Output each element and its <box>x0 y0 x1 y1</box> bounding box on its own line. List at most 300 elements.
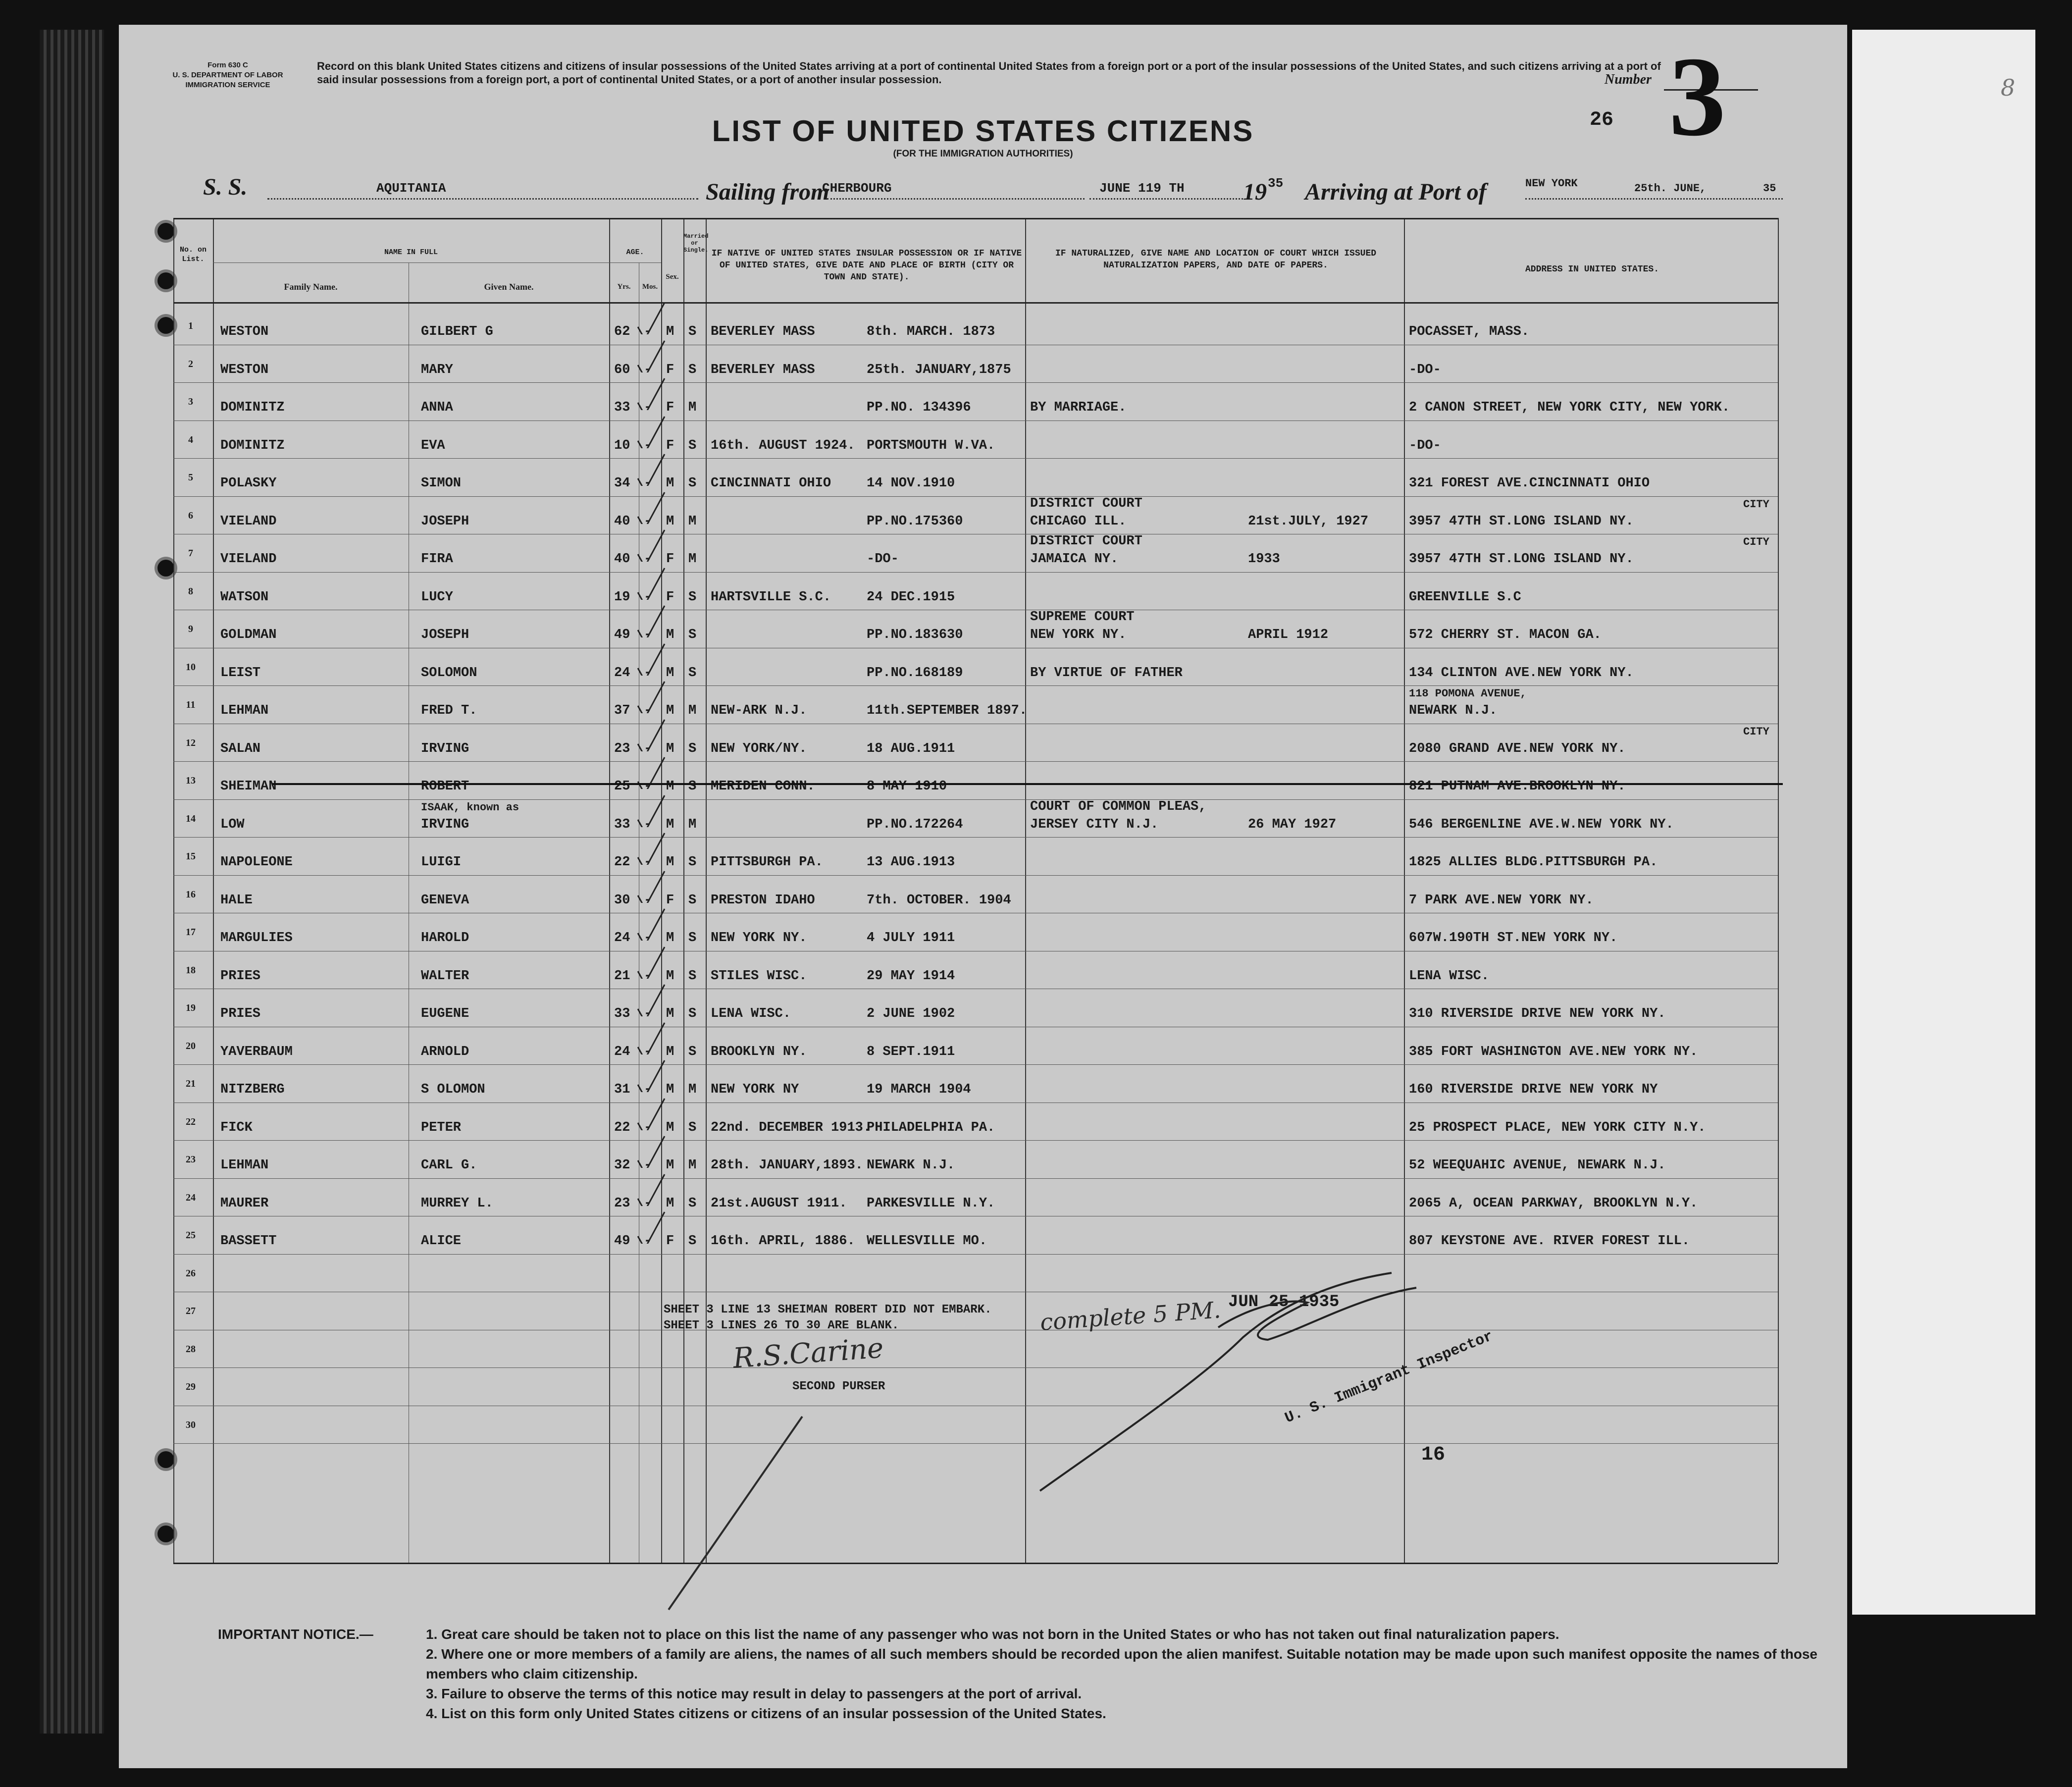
table-row <box>173 1370 1778 1408</box>
family-name: YAVERBAUM <box>220 1044 293 1059</box>
check-mark-icon <box>634 527 669 562</box>
pencil-stroke <box>639 1412 837 1620</box>
age-months: - <box>644 628 652 642</box>
age-months: - <box>644 779 652 794</box>
sex: M <box>666 931 674 946</box>
age-months: - <box>644 968 652 984</box>
birth-field-a: STILES WISC. <box>711 968 807 984</box>
table-row <box>173 610 1778 650</box>
age-years: 33 <box>614 400 630 415</box>
age-months: - <box>644 1158 652 1173</box>
age-years: 60 <box>614 362 630 377</box>
marital-status: S <box>688 931 697 946</box>
age-months: - <box>644 362 652 377</box>
birth-field-a: BEVERLEY MASS <box>711 362 815 377</box>
naturalization-field: BY VIRTUE OF FATHER <box>1030 665 1183 681</box>
notice-label: IMPORTANT NOTICE.— <box>218 1627 373 1642</box>
table-row <box>173 840 1778 878</box>
birth-field-b: -DO- <box>867 552 899 567</box>
complete-note: complete 5 PM. <box>1039 1296 1222 1336</box>
punch-hole <box>157 317 174 334</box>
birth-field-a: BEVERLEY MASS <box>711 324 815 339</box>
table-row <box>173 1143 1778 1181</box>
age-years: 31 <box>614 1082 630 1097</box>
table-row <box>173 496 1778 537</box>
sex: F <box>666 893 674 908</box>
sex: F <box>666 1234 674 1249</box>
birth-field-a: 16th. APRIL, 1886. <box>711 1234 855 1249</box>
row-number: 9 <box>188 624 193 634</box>
row-number: 20 <box>186 1040 196 1051</box>
row-number: 15 <box>186 851 196 862</box>
received-stamp: JUN 25 1935 <box>1228 1293 1340 1312</box>
sex: M <box>666 1082 674 1097</box>
birth-field-b: 11th.SEPTEMBER 1897. <box>867 703 1028 718</box>
address: 52 WEEQUAHIC AVENUE, NEWARK N.J. <box>1409 1158 1666 1173</box>
marital-status: S <box>688 779 697 794</box>
marital-status: S <box>688 893 697 908</box>
col-header-birth: IF NATIVE OF UNITED STATES INSULAR POSSESSION OR IF NATIVE OF UNITED STATES, GIVE DATE AND PLACE OF BIRTH (CITY OR TOWN AND STATE). <box>711 249 1022 282</box>
given-name: IRVING <box>421 741 469 756</box>
birth-field-b: PHILADELPHIA PA. <box>867 1120 995 1135</box>
age-years: 62 <box>614 324 630 339</box>
address-note: 118 POMONA AVENUE, <box>1409 687 1527 700</box>
table-row <box>173 1409 1778 1446</box>
address-note: ISAAK, known as <box>421 801 519 814</box>
family-name: GOLDMAN <box>220 628 277 642</box>
family-name: PRIES <box>220 1006 261 1021</box>
sex: M <box>666 324 674 339</box>
family-name: WESTON <box>220 362 269 377</box>
birth-field-a: 22nd. DECEMBER 1913. <box>711 1120 872 1135</box>
notice-item: 3. Failure to observe the terms of this notice may result in delay to passengers at the port of arrival. <box>426 1686 1082 1701</box>
marital-status: S <box>688 741 697 756</box>
birth-field-a: 28th. JANUARY,1893. <box>711 1158 863 1173</box>
row-number: 1 <box>188 320 193 331</box>
marital-status: S <box>688 362 697 377</box>
age-years: 37 <box>614 703 630 718</box>
given-name: JOSEPH <box>421 628 469 642</box>
address: LENA WISC. <box>1409 968 1490 984</box>
purser-signature: R.S.Carine <box>732 1332 885 1375</box>
age-months: - <box>644 703 652 718</box>
given-name: HAROLD <box>421 931 469 946</box>
age-years: 23 <box>614 741 630 756</box>
number-label: Number <box>1605 72 1652 87</box>
note-blank-lines: SHEET 3 LINES 26 TO 30 ARE BLANK. <box>664 1319 899 1332</box>
family-name: WATSON <box>220 589 269 605</box>
port-to: NEW YORK <box>1525 177 1578 190</box>
age-months: - <box>644 324 652 339</box>
birth-field-b: 19 MARCH 1904 <box>867 1082 971 1097</box>
address: NEWARK N.J. <box>1409 703 1498 718</box>
check-mark-icon <box>634 1020 669 1054</box>
check-mark-icon <box>634 1171 669 1206</box>
address: 1825 ALLIES BLDG.PITTSBURGH PA. <box>1409 855 1658 870</box>
age-years: 33 <box>614 817 630 832</box>
marital-status: M <box>688 1158 697 1173</box>
given-name: ROBERT <box>421 779 469 794</box>
table-row <box>173 1030 1778 1067</box>
age-years: 40 <box>614 514 630 529</box>
row-number: 3 <box>188 396 193 407</box>
family-name: HALE <box>220 893 253 908</box>
family-name: VIELAND <box>220 514 277 529</box>
age-years: 24 <box>614 1044 630 1059</box>
marital-status: S <box>688 1120 697 1135</box>
date-rule <box>1089 198 1243 200</box>
birth-field-b: 7th. OCTOBER. 1904 <box>867 893 1011 908</box>
address-note: CITY <box>1743 498 1769 511</box>
marital-status: M <box>688 1082 697 1097</box>
service: IMMIGRATION SERVICE <box>185 81 270 89</box>
age-months: - <box>644 817 652 832</box>
inspector-title: U. S. Immigrant Inspector <box>1283 1328 1496 1427</box>
check-mark-icon <box>634 830 669 865</box>
row-number: 19 <box>186 1002 196 1013</box>
family-name: LEIST <box>220 665 261 681</box>
age-months: - <box>644 741 652 756</box>
table-row <box>173 799 1778 840</box>
check-mark-icon <box>634 717 669 751</box>
check-mark-icon <box>634 1057 669 1092</box>
col-header-married: Married or Single. <box>683 233 709 254</box>
address: 3957 47TH ST.LONG ISLAND NY. <box>1409 514 1634 529</box>
age-months: - <box>644 1234 652 1249</box>
col-header-naturalized: IF NATURALIZED, GIVE NAME AND LOCATION OF COURT WHICH ISSUED NATURALIZATION PAPERS, AND DATE OF PAPERS. <box>1055 249 1377 270</box>
check-mark-icon <box>634 489 669 524</box>
page-subtitle: (FOR THE IMMIGRATION AUTHORITIES) <box>893 149 1073 159</box>
naturalization-court: DISTRICT COURT <box>1030 496 1142 511</box>
col-header-sex: Sex. <box>666 273 679 281</box>
address: 821 PUTNAM AVE.BROOKLYN NY. <box>1409 779 1626 794</box>
table-row <box>173 385 1778 423</box>
table-row <box>173 764 1778 802</box>
given-name: S OLOMON <box>421 1082 485 1097</box>
arriving-label: Arriving at Port of <box>1305 179 1487 205</box>
age-years: 19 <box>614 589 630 605</box>
family-name: SALAN <box>220 741 261 756</box>
row-line <box>173 218 1778 219</box>
col-header-no: No. on List. <box>179 246 207 263</box>
sex: M <box>666 1044 674 1059</box>
notice-item: 2. Where one or more members of a family are aliens, the names of all such members should be recorded upon the alien manifest. Suitable notation may be made upon such manifest opposite the names of those members who claim citizenship. <box>426 1646 1817 1682</box>
page-title: LIST OF UNITED STATES CITIZENS <box>712 114 1254 148</box>
family-name: MARGULIES <box>220 931 293 946</box>
row-number: 23 <box>186 1154 196 1165</box>
address: 807 KEYSTONE AVE. RIVER FOREST ILL. <box>1409 1234 1690 1249</box>
marital-status: M <box>688 703 697 718</box>
age-years: 49 <box>614 628 630 642</box>
birth-field-b: PP.NO. 134396 <box>867 400 971 415</box>
birth-field-b: 8 SEPT.1911 <box>867 1044 955 1059</box>
age-years: 33 <box>614 1006 630 1021</box>
sex: M <box>666 817 674 832</box>
birth-field-a: CINCINNATI OHIO <box>711 476 831 491</box>
birth-field-a: 21st.AUGUST 1911. <box>711 1196 847 1211</box>
table-row <box>173 727 1778 764</box>
ship-name: AQUITANIA <box>376 181 446 196</box>
sail-year: 35 <box>1268 176 1284 191</box>
marital-status: S <box>688 968 697 984</box>
check-mark-icon <box>634 868 669 903</box>
row-number: 4 <box>188 434 193 445</box>
check-mark-icon <box>634 451 669 486</box>
address: 385 FORT WASHINGTON AVE.NEW YORK NY. <box>1409 1044 1698 1059</box>
address: -DO- <box>1409 438 1441 453</box>
sex: M <box>666 665 674 681</box>
family-name: NAPOLEONE <box>220 855 293 870</box>
birth-field-b: PP.NO.175360 <box>867 514 963 529</box>
row-number: 27 <box>186 1306 196 1316</box>
check-mark-icon <box>634 1209 669 1244</box>
page-number: 16 <box>1421 1444 1446 1466</box>
address: 25 PROSPECT PLACE, NEW YORK CITY N.Y. <box>1409 1120 1706 1135</box>
birth-field-a: NEW-ARK N.J. <box>711 703 807 718</box>
birth-field-a: NEW YORK/NY. <box>711 741 807 756</box>
row-number: 28 <box>186 1343 196 1355</box>
sailing-label: Sailing from <box>706 179 829 205</box>
port-from: CHERBOURG <box>822 181 892 196</box>
marital-status: S <box>688 1234 697 1249</box>
family-name: POLASKY <box>220 476 277 491</box>
birth-field-a: MERIDEN CONN. <box>711 779 815 794</box>
given-name: SOLOMON <box>421 665 477 681</box>
row-number: 2 <box>188 358 193 369</box>
sex: F <box>666 438 674 453</box>
row-number: 7 <box>188 548 193 559</box>
row-number: 26 <box>186 1267 196 1279</box>
check-mark-icon <box>634 338 669 372</box>
age-years: 24 <box>614 931 630 946</box>
check-mark-icon <box>634 982 669 1016</box>
table-row <box>173 310 1778 347</box>
punch-hole <box>157 560 174 577</box>
naturalization-date: 1933 <box>1248 552 1280 567</box>
check-mark-icon <box>634 603 669 637</box>
family-name: SHEIMAN <box>220 779 277 794</box>
family-name: BASSETT <box>220 1234 277 1249</box>
sex: M <box>666 1158 674 1173</box>
birth-field-a: NEW YORK NY. <box>711 931 807 946</box>
given-name: ALICE <box>421 1234 462 1249</box>
number-prefix: 26 <box>1590 109 1614 131</box>
adjacent-page <box>1852 30 2035 1615</box>
family-name: PRIES <box>220 968 261 984</box>
marital-status: S <box>688 438 697 453</box>
port-from-rule <box>827 198 1085 200</box>
family-name: DOMINITZ <box>220 400 285 415</box>
marital-status: S <box>688 665 697 681</box>
table-row <box>173 1105 1778 1143</box>
address: 2065 A, OCEAN PARKWAY, BROOKLYN N.Y. <box>1409 1196 1698 1211</box>
sex: M <box>666 779 674 794</box>
birth-field-b: 2 JUNE 1902 <box>867 1006 955 1021</box>
marital-status: S <box>688 628 697 642</box>
col-header-name: NAME IN FULL <box>384 248 438 257</box>
table-row <box>173 688 1778 726</box>
sex: F <box>666 552 674 567</box>
birth-field-a: PRESTON IDAHO <box>711 893 815 908</box>
naturalization-field: JAMAICA NY. <box>1030 552 1119 567</box>
row-number: 14 <box>186 813 196 824</box>
naturalization-date: APRIL 1912 <box>1248 628 1329 642</box>
col-header-given: Given Name. <box>484 282 534 292</box>
family-name: DOMINITZ <box>220 438 285 453</box>
table-row <box>173 348 1778 385</box>
address: GREENVILLE S.C <box>1409 589 1521 605</box>
address: POCASSET, MASS. <box>1409 324 1530 339</box>
sex: M <box>666 628 674 642</box>
given-name: FIRA <box>421 552 453 567</box>
birth-field-b: 25th. JANUARY,1875 <box>867 362 1011 377</box>
birth-field-a: LENA WISC. <box>711 1006 791 1021</box>
col-header-family: Family Name. <box>284 282 338 292</box>
address: 321 FOREST AVE.CINCINNATI OHIO <box>1409 476 1650 491</box>
age-years: 49 <box>614 1234 630 1249</box>
col-header-mos: Mos. <box>642 283 658 291</box>
given-name: ARNOLD <box>421 1044 469 1059</box>
table-row <box>173 878 1778 916</box>
age-years: 25 <box>614 779 630 794</box>
family-name: MAURER <box>220 1196 269 1211</box>
table-row <box>173 575 1778 613</box>
sex: F <box>666 589 674 605</box>
age-months: - <box>644 438 652 453</box>
address: 2 CANON STREET, NEW YORK CITY, NEW YORK. <box>1409 400 1730 415</box>
birth-field-b: PP.NO.168189 <box>867 665 963 681</box>
naturalization-court: DISTRICT COURT <box>1030 534 1142 549</box>
age-years: 22 <box>614 855 630 870</box>
family-name: VIELAND <box>220 552 277 567</box>
address: 160 RIVERSIDE DRIVE NEW YORK NY <box>1409 1082 1658 1097</box>
age-years: 40 <box>614 552 630 567</box>
sex: M <box>666 703 674 718</box>
address-note: CITY <box>1743 536 1769 548</box>
row-number: 22 <box>186 1116 196 1127</box>
arrival-year: 35 <box>1763 182 1776 195</box>
row-number: 13 <box>186 775 196 786</box>
row-number: 17 <box>186 927 196 938</box>
birth-field-b: NEWARK N.J. <box>867 1158 955 1173</box>
sex: M <box>666 855 674 870</box>
family-name: LEHMAN <box>220 1158 269 1173</box>
address: 2080 GRAND AVE.NEW YORK NY. <box>1409 741 1626 756</box>
age-months: - <box>644 855 652 870</box>
naturalization-date: 21st.JULY, 1927 <box>1248 514 1369 529</box>
age-months: - <box>644 1006 652 1021</box>
punch-hole <box>157 272 174 289</box>
address: 134 CLINTON AVE.NEW YORK NY. <box>1409 665 1634 681</box>
row-number: 24 <box>186 1192 196 1203</box>
row-number: 8 <box>188 585 193 597</box>
arrival-rule <box>1525 198 1783 200</box>
row-number: 11 <box>186 699 196 710</box>
sex: F <box>666 362 674 377</box>
row-number: 29 <box>186 1381 196 1392</box>
birth-field-a: 16th. AUGUST 1924. <box>711 438 855 453</box>
family-name: LEHMAN <box>220 703 269 718</box>
punch-hole <box>157 1451 174 1468</box>
birth-field-b: 24 DEC.1915 <box>867 589 955 605</box>
age-months: - <box>644 514 652 529</box>
form-number: Form 630 C <box>207 61 248 69</box>
address-note: CITY <box>1743 725 1769 738</box>
table-row <box>173 992 1778 1029</box>
family-name: WESTON <box>220 324 269 339</box>
address: 7 PARK AVE.NEW YORK NY. <box>1409 893 1594 908</box>
birth-field-a: NEW YORK NY <box>711 1082 799 1097</box>
age-months: - <box>644 1082 652 1097</box>
check-mark-icon <box>634 1133 669 1168</box>
birth-field-b: 13 AUG.1913 <box>867 855 955 870</box>
given-name: GILBERT G <box>421 324 493 339</box>
marital-status: M <box>688 552 697 567</box>
age-years: 30 <box>614 893 630 908</box>
table-row <box>173 1181 1778 1219</box>
arrival-date: 25th. JUNE, <box>1634 182 1707 195</box>
check-mark-icon <box>634 1096 669 1130</box>
ship-rule <box>267 198 698 200</box>
sex: M <box>666 476 674 491</box>
given-name: LUCY <box>421 589 453 605</box>
notice-item: 4. List on this form only United States citizens or citizens of an insular possession of the United States. <box>426 1706 1106 1721</box>
check-mark-icon <box>634 641 669 676</box>
marital-status: S <box>688 1044 697 1059</box>
naturalization-field: CHICAGO ILL. <box>1030 514 1127 529</box>
age-years: 10 <box>614 438 630 453</box>
check-mark-icon <box>634 679 669 713</box>
given-name: EUGENE <box>421 1006 469 1021</box>
table-row <box>173 916 1778 953</box>
row-number: 12 <box>186 737 196 748</box>
row-number: 16 <box>186 889 196 900</box>
sex: M <box>666 1196 674 1211</box>
table-row <box>173 1257 1778 1295</box>
manifest-page <box>119 25 1847 1768</box>
given-name: GENEVA <box>421 893 469 908</box>
check-mark-icon <box>634 375 669 410</box>
given-name: SIMON <box>421 476 462 491</box>
birth-field-a: BROOKLYN NY. <box>711 1044 807 1059</box>
age-months: - <box>644 665 652 681</box>
age-months: - <box>644 931 652 946</box>
check-mark-icon <box>634 944 669 979</box>
table-row <box>173 534 1778 575</box>
table-row <box>173 1067 1778 1105</box>
given-name: MURREY L. <box>421 1196 493 1211</box>
age-months: - <box>644 552 652 567</box>
form-instructions: Record on this blank United States citizens and citizens of insular possessions of the United States arriving at a port of continental United States from a foreign port or a port of the insular possessions of the United States, and such citizens arriving at a port of said insular possessions from a foreign port, a port of continental United States, or a port of another insular possession. <box>317 60 1661 86</box>
margin-mark: 8 <box>2001 74 2016 101</box>
notice-items <box>426 1625 1862 1724</box>
address: 572 CHERRY ST. MACON GA. <box>1409 628 1602 642</box>
naturalization-court: COURT OF COMMON PLEAS, <box>1030 799 1207 814</box>
given-name: FRED T. <box>421 703 477 718</box>
age-months: - <box>644 476 652 491</box>
binder-edge <box>40 30 104 1734</box>
family-name: NITZBERG <box>220 1082 285 1097</box>
row-number: 18 <box>186 964 196 976</box>
birth-field-b: PP.NO.172264 <box>867 817 963 832</box>
naturalization-court: SUPREME COURT <box>1030 610 1135 625</box>
note-not-embarked: SHEET 3 LINE 13 SHEIMAN ROBERT DID NOT EMBARK. <box>664 1303 992 1316</box>
age-years: 23 <box>614 1196 630 1211</box>
sail-year-prefix: 19 <box>1243 179 1267 205</box>
sex: M <box>666 968 674 984</box>
age-years: 34 <box>614 476 630 491</box>
marital-status: S <box>688 855 697 870</box>
